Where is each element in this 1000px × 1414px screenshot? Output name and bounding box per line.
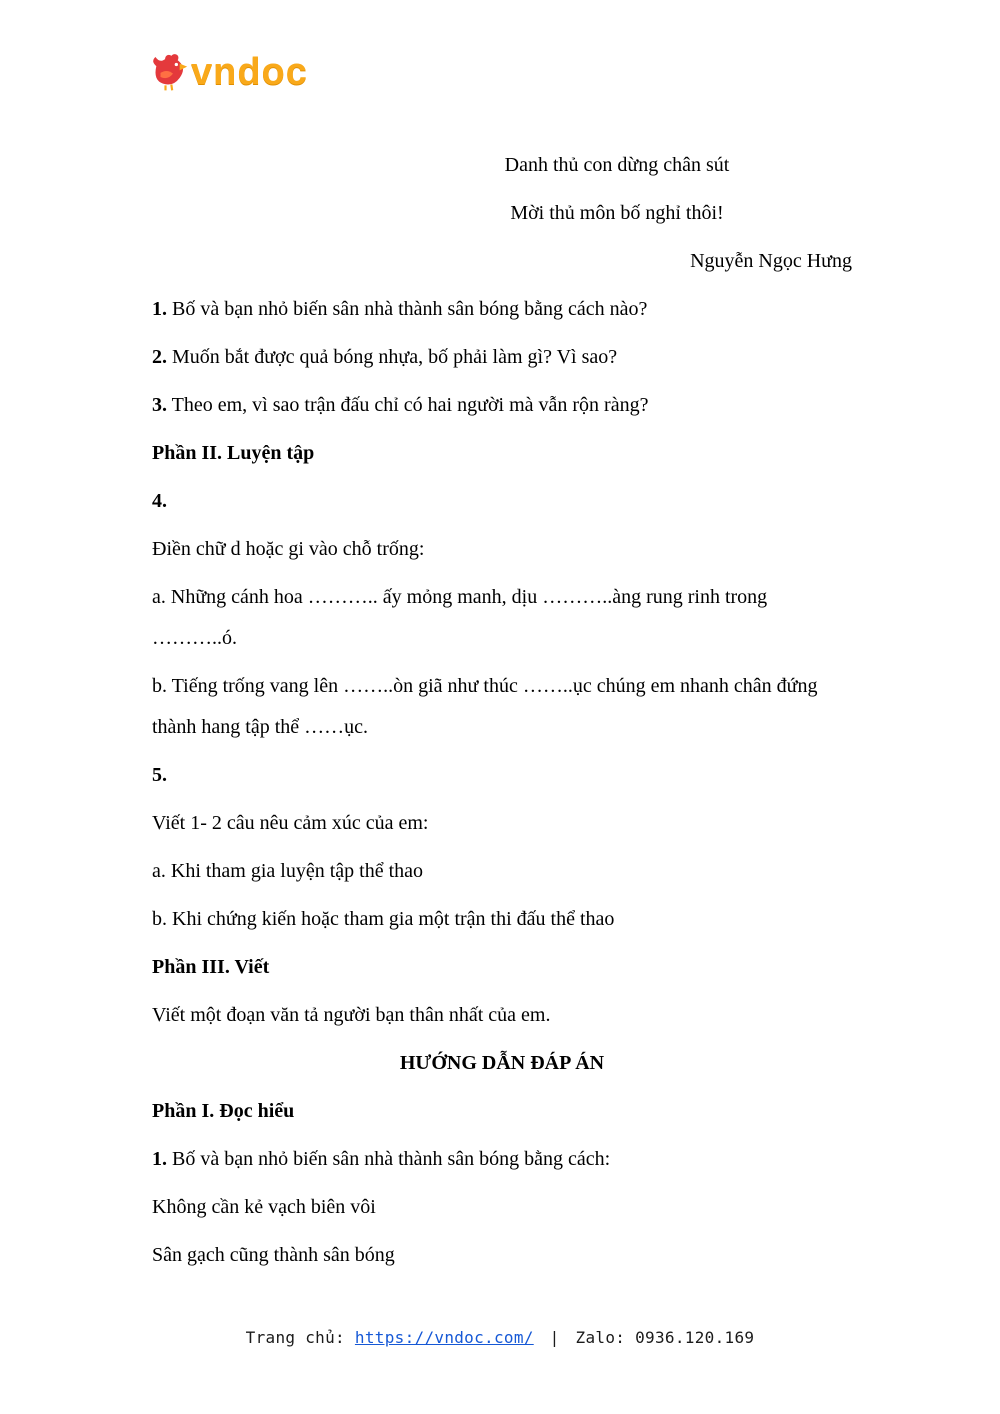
vndoc-logo-text: vndoc: [191, 51, 308, 93]
document-body: [152, 145, 852, 1283]
answer-1-number: 1.: [152, 1148, 167, 1170]
answer-1-verse-2: Sân gạch cũng thành sân bóng: [152, 1244, 395, 1266]
footer-home-label: Trang chủ:: [245, 1328, 345, 1347]
question-2: [152, 337, 852, 378]
exercise-5-instructions: Viết 1- 2 câu nêu cảm xúc của em:: [152, 812, 429, 834]
part3-heading: Phần III. Viết: [152, 956, 270, 978]
footer-zalo: Zalo: 0936.120.169: [575, 1328, 755, 1347]
exercise-4-item-b: b. Tiếng trống vang lên ……..òn giã như thúc ……..ục chúng em nhanh chân đứng thành hang tập thể ……ục.: [152, 675, 818, 738]
exercise-5-item-a: a. Khi tham gia luyện tập thể thao: [152, 860, 424, 882]
question-1-number: 1.: [152, 298, 167, 320]
vndoc-home-link[interactable]: https://vndoc.com/: [354, 1328, 534, 1347]
exercise-5-item-b: b. Khi chứng kiến hoặc tham gia một trận thi đấu thể thao: [152, 908, 615, 930]
question-3: [152, 385, 852, 426]
poem-line-2: Mời thủ môn bố nghỉ thôi!: [510, 202, 724, 224]
question-2-text: Muốn bắt được quả bóng nhựa, bố phải làm gì? Vì sao?: [172, 346, 618, 368]
exercise-4-instructions: Điền chữ d hoặc gi vào chỗ trống:: [152, 538, 425, 560]
question-3-number: 3.: [152, 394, 167, 416]
rooster-icon: [148, 52, 188, 92]
footer-separator: |: [549, 1328, 560, 1347]
answer-1: [152, 1139, 852, 1180]
page-footer: [0, 1328, 1000, 1347]
exercise-5-number: 5.: [152, 764, 167, 786]
question-2-number: 2.: [152, 346, 167, 368]
question-3-text: Theo em, vì sao trận đấu chỉ có hai người mà vẫn rộn ràng?: [171, 394, 649, 416]
question-1-text: Bố và bạn nhỏ biến sân nhà thành sân bóng bằng cách nào?: [172, 298, 648, 320]
part3-task: Viết một đoạn văn tả người bạn thân nhất của em.: [152, 1004, 551, 1026]
answer-1-verse-1: Không cần kẻ vạch biên vôi: [152, 1196, 376, 1218]
exercise-4-number: 4.: [152, 490, 167, 512]
answer-1-text: Bố và bạn nhỏ biến sân nhà thành sân bóng bằng cách:: [172, 1148, 611, 1170]
poem-line-1: Danh thủ con dừng chân sút: [504, 154, 730, 176]
vndoc-logo: [148, 52, 308, 92]
poem-author: Nguyễn Ngọc Hưng: [690, 250, 852, 272]
answer-key-heading: HƯỚNG DẪN ĐÁP ÁN: [399, 1052, 605, 1074]
answer-part1-heading: Phần I. Đọc hiểu: [152, 1100, 295, 1122]
exercise-4-item-a: a. Những cánh hoa ……….. ấy mỏng manh, dịu ………..àng rung rinh trong ………..ó.: [152, 586, 768, 649]
part2-heading: Phần II. Luyện tập: [152, 442, 315, 464]
question-1: [152, 289, 852, 330]
